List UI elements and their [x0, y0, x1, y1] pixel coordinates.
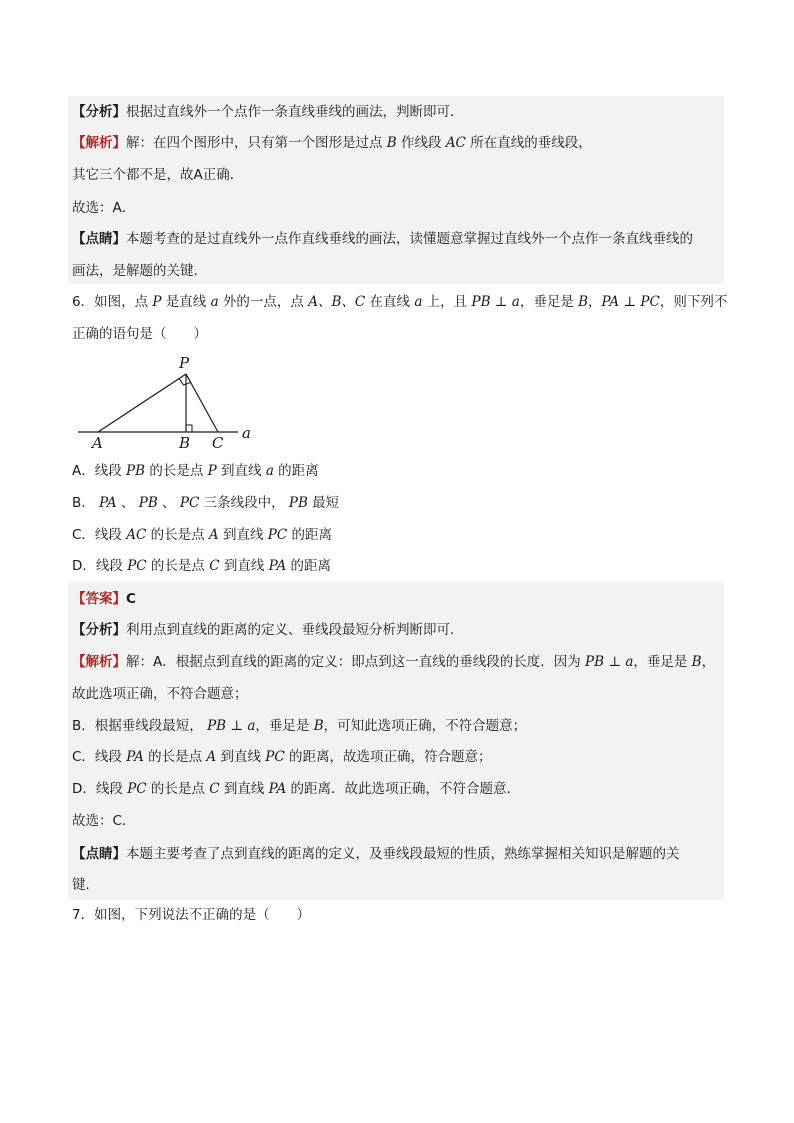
solution-line2-q6: 故此选项正确，不符合题意； [72, 686, 248, 702]
question6-line2: 正确的语句是（ ） [72, 326, 207, 342]
right-angle-mark-B [186, 425, 192, 432]
question7-line1: 7．如图，下列说法不正确的是（ ） [72, 907, 311, 923]
label-A: A [92, 434, 103, 452]
analysis-line-q6: 【分析】利用点到直线的距离的定义、垂线段最短分析判断即可． [72, 622, 464, 638]
comment-line2-q6: 键． [72, 877, 99, 893]
solution-line4-q6: C．线段 PA 的长是点 A 到直线 PC 的距离，故选项正确，符合题意； [72, 749, 492, 765]
answer-tag: 【答案】 [72, 591, 126, 607]
answer-value: C [126, 591, 136, 607]
solution-line2-q5: 其它三个都不是，故A正确． [72, 167, 244, 183]
label-P: P [179, 354, 190, 372]
option-D: D．线段 PC 的长是点 C 到直线 PA 的距离 [72, 558, 332, 574]
answer-line-q6 [72, 590, 136, 608]
analysis-line-q5: 【分析】根据过直线外一个点作一条直线垂线的画法，判断即可． [72, 104, 464, 120]
right-angle-mark-P [179, 374, 191, 385]
label-C: C [212, 434, 224, 452]
label-B: B [179, 434, 191, 452]
comment-tag: 【点睛】 [72, 231, 126, 247]
option-A: A．线段 PB 的长是点 P 到直线 a 的距离 [72, 463, 319, 479]
option-C: C．线段 AC 的长是点 A 到直线 PC 的距离 [72, 527, 332, 543]
comment-line1-q6: 【点睛】本题主要考查了点到直线的距离的定义，及垂线段最短的性质，熟练掌握相关知识是解题的关 [72, 846, 680, 862]
option-B: B． PA 、 PB 、 PC 三条线段中， PB 最短 [72, 495, 340, 511]
choose-line-q6: 故选：C． [72, 813, 136, 829]
solution-line1-q5: 【解析】解：在四个图形中，只有第一个图形是过点 B 作线段 AC 所在直线的垂线段， [72, 135, 592, 151]
choose-line-q5: 故选：A． [72, 200, 136, 216]
solution-block-q5 [68, 96, 724, 284]
label-a: a [242, 424, 251, 442]
solution-tag: 【解析】 [72, 135, 126, 151]
triangle-figure [70, 352, 270, 452]
solution-line3-q6: B．根据垂线段最短， PB ⊥ a，垂足是 B，可知此选项正确，不符合题意； [72, 718, 527, 734]
solution-line1-q6: 【解析】解：A．根据点到直线的距离的定义：即点到这一直线的垂线段的长度．因为 PB ⊥ a，垂足是 B， [72, 654, 716, 670]
question6-line1: 6．如图，点 P 是直线 a 外的一点，点 A、B、C 在直线 a 上，且 PB ⊥ a，垂足是 B，PA ⊥ PC，则下列不 [72, 294, 728, 310]
analysis-tag: 【分析】 [72, 104, 126, 120]
comment-line2-q5: 画法，是解题的关键. [72, 263, 198, 279]
comment-line1-q5: 【点睛】本题考查的是过直线外一点作直线垂线的画法，读懂题意掌握过直线外一个点作一条直线垂线的 [72, 231, 693, 247]
solution-line5-q6: D．线段 PC 的长是点 C 到直线 PA 的距离．故此选项正确，不符合题意． [72, 781, 521, 797]
segment-PA [98, 374, 186, 432]
